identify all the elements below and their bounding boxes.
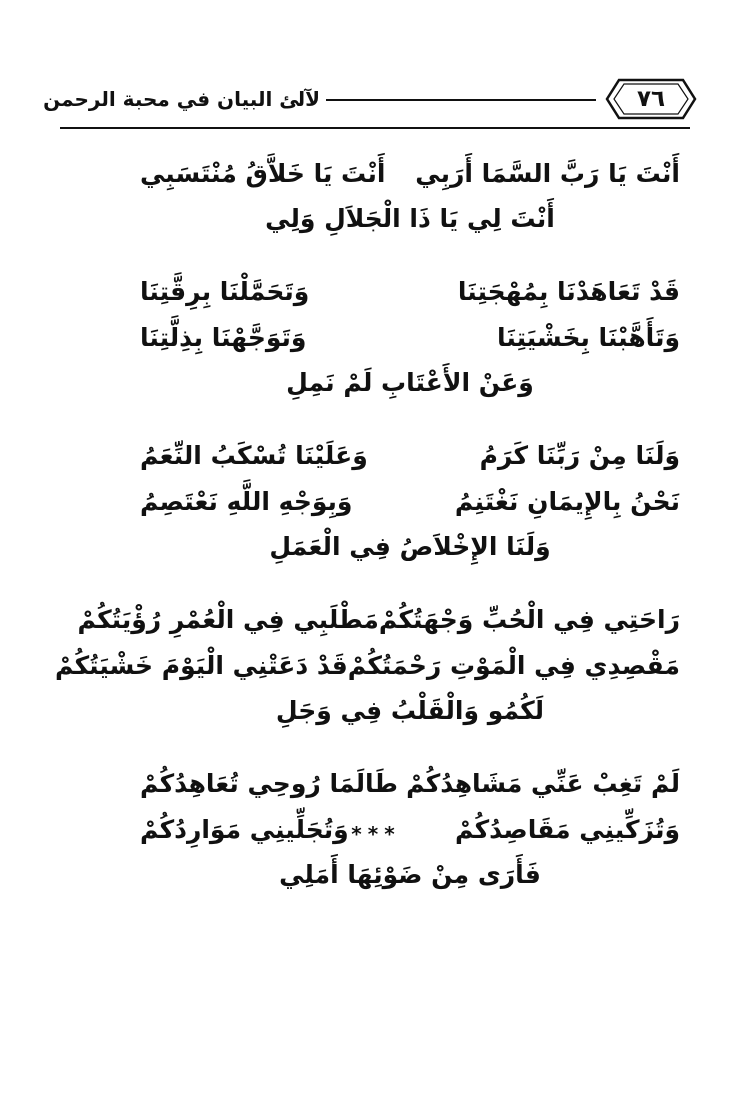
stanza bbox=[140, 432, 680, 570]
verse-line bbox=[140, 150, 680, 196]
verse-line bbox=[77, 596, 680, 642]
first-hemistich: وَتُزَكِّينِي مَقَاصِدُكُمْ bbox=[454, 814, 680, 844]
first-hemistich: مَقْصِدِي فِي الْمَوْتِ رَحْمَتُكُمْ bbox=[347, 650, 680, 680]
second-hemistich: وَتَوَجَّهْنَا بِذِلَّتِنَا bbox=[140, 322, 307, 352]
stanza bbox=[140, 150, 680, 242]
first-hemistich: رَاحَتِي فِي الْحُبِّ وَجْهَتُكُمْ bbox=[378, 604, 680, 634]
second-hemistich: طَالَمَا رُوحِي تُعَاهِدُكُمْ bbox=[140, 768, 398, 798]
verse-line bbox=[140, 314, 680, 360]
verse-line bbox=[140, 760, 680, 806]
verse-line bbox=[55, 642, 680, 688]
first-hemistich: قَدْ تَعَاهَدْنَا بِمُهْجَتِنَا bbox=[457, 276, 680, 306]
header-divider bbox=[60, 127, 690, 129]
first-hemistich: نَحْنُ بِالإِيمَانِ نَغْتَنِمُ bbox=[454, 486, 680, 516]
refrain-line: وَعَنْ الأَعْتَابِ لَمْ نَمِلِ bbox=[286, 368, 534, 397]
page-number-badge bbox=[605, 78, 697, 120]
end-marker: *** bbox=[351, 822, 401, 846]
page-number: ٧٦ bbox=[636, 86, 666, 112]
verse-line bbox=[140, 478, 680, 524]
refrain-line: فَأَرَى مِنْ ضَوْئِهَا أَمَلِي bbox=[279, 860, 541, 889]
refrain-line: أَنْتَ لِي يَا ذَا الْجَلاَلِ وَلِي bbox=[265, 204, 555, 233]
first-hemistich: لَمْ تَغِبْ عَنِّي مَشَاهِدُكُمْ bbox=[406, 768, 680, 798]
verse-line bbox=[140, 268, 680, 314]
second-hemistich: وَتَحَمَّلْنَا بِرِقَّتِنَا bbox=[140, 276, 310, 306]
book-title: لآلئ البيان في محبة الرحمن bbox=[43, 87, 320, 111]
second-hemistich: قَدْ دَعَتْنِي الْيَوْمَ خَشْيَتُكُمْ bbox=[55, 650, 348, 680]
second-hemistich: وَبِوَجْهِ اللَّهِ نَعْتَصِمُ bbox=[140, 486, 353, 516]
header-rule bbox=[326, 99, 596, 101]
first-hemistich: وَتَأَهَّبْنَا بِخَشْيَتِنَا bbox=[497, 322, 680, 352]
second-hemistich: وَعَلَيْنَا تُسْكَبُ النِّعَمُ bbox=[140, 440, 368, 470]
second-hemistich: أَنْتَ يَا خَلاَّقُ مُنْتَسَبِي bbox=[140, 158, 386, 188]
stanza bbox=[140, 268, 680, 406]
stanza bbox=[55, 596, 680, 734]
refrain-line: لَكُمُو وَالْقَلْبُ فِي وَجَلِ bbox=[275, 696, 545, 725]
refrain-line: وَلَنَا الإِخْلاَصُ فِي الْعَمَلِ bbox=[269, 532, 551, 561]
poem bbox=[55, 150, 680, 924]
second-hemistich: وَتُجَلِّينِي مَوَارِدُكُمْ bbox=[140, 814, 349, 844]
first-hemistich: أَنْتَ يَا رَبَّ السَّمَا أَرَبِي bbox=[415, 158, 680, 188]
first-hemistich: وَلَنَا مِنْ رَبِّنَا كَرَمُ bbox=[479, 440, 680, 470]
page-header bbox=[43, 78, 690, 130]
verse-line bbox=[140, 432, 680, 478]
second-hemistich: مَطْلَبِي فِي الْعُمْرِ رُؤْيَتُكُمْ bbox=[77, 604, 379, 634]
